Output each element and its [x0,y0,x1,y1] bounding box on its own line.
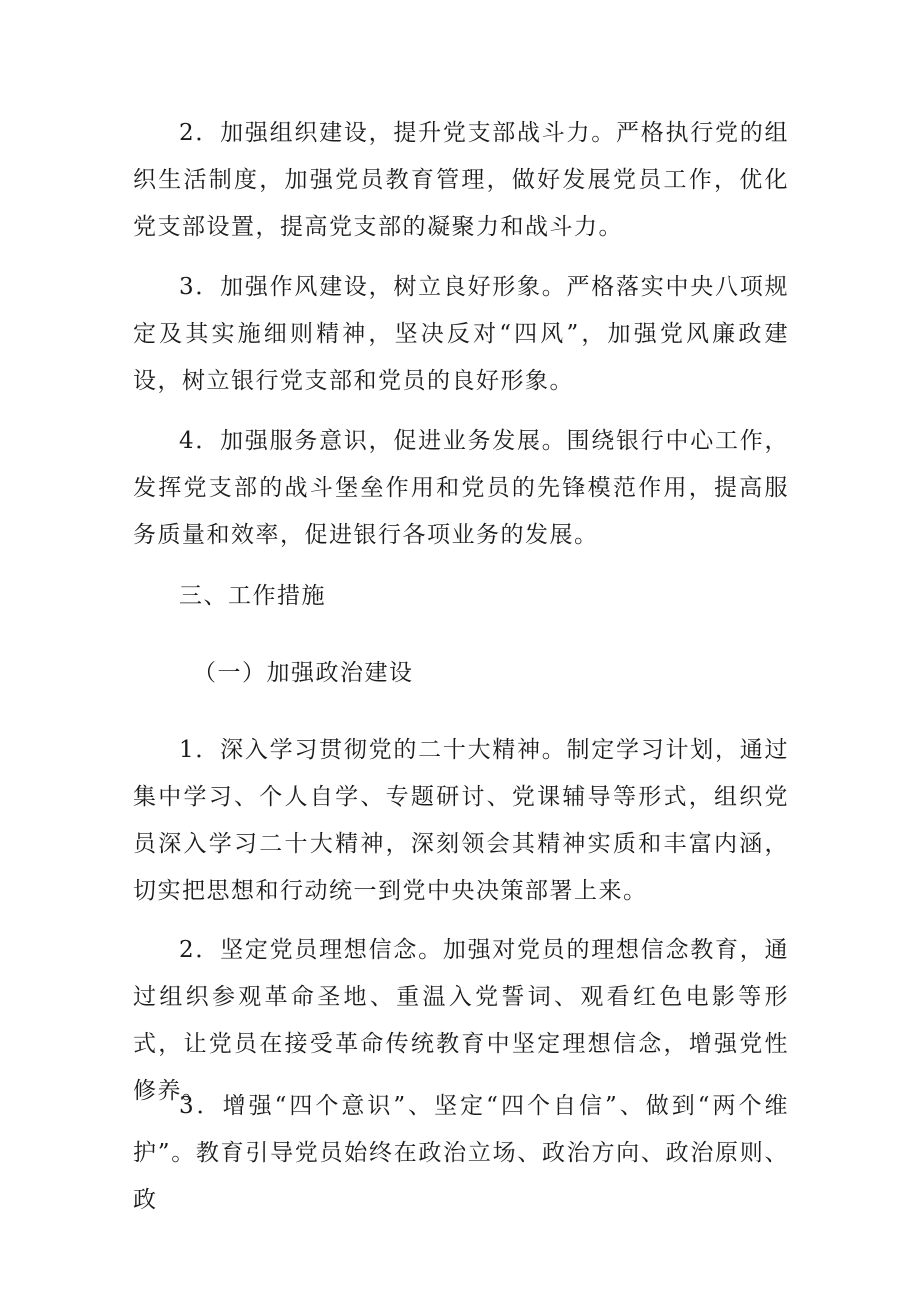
paragraph-organization-building: 2．加强组织建设，提升党支部战斗力。严格执行党的组织生活制度，加强党员教育管理，做好发展党员工作，优化党支部设置，提高党支部的凝聚力和战斗力。 [133,120,789,240]
subheading-political-building: （一）加强政治建设 [193,660,414,686]
measure-study-congress-spirit: 1．深入学习贯彻党的二十大精神。制定学习计划，通过集中学习、个人自学、专题研讨、党课辅导等形式，组织党员深入学习二十大精神，深刻领会其精神实质和丰富内涵，切实把思想和行动统一到党中央决策部署上来。 [133,737,789,904]
measure-four-consciousness: 3．增强“四个意识”、坚定“四个自信”、做到“两个维护”。教育引导党员始终在政治立场、政治方向、政治原则、政 [133,1093,789,1213]
measure-firm-ideals: 2．坚定党员理想信念。加强对党员的理想信念教育，通过组织参观革命圣地、重温入党誓词、观看红色电影等形式，让党员在接受革命传统教育中坚定理想信念，增强党性修养。 [133,937,789,1104]
paragraph-work-style-building: 3．加强作风建设，树立良好形象。严格落实中央八项规定及其实施细则精神，坚决反对“四风”，加强党风廉政建设，树立银行党支部和党员的良好形象。 [133,274,789,394]
section-heading-work-measures: 三、工作措施 [179,583,326,609]
paragraph-service-awareness: 4．加强服务意识，促进业务发展。围绕银行中心工作，发挥党支部的战斗堡垒作用和党员的先锋模范作用，提高服务质量和效率，促进银行各项业务的发展。 [133,428,789,548]
